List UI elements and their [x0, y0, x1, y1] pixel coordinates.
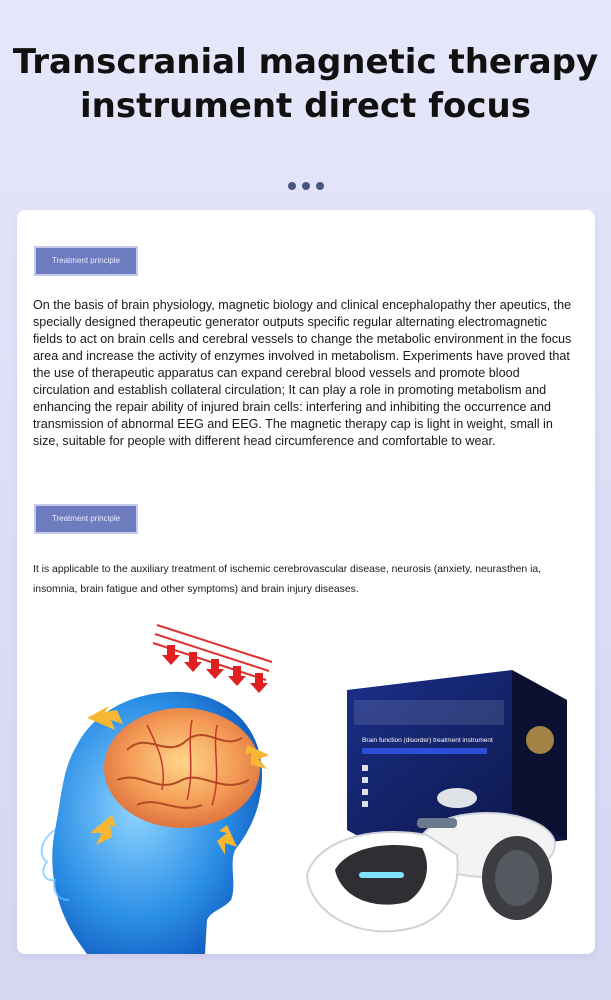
treatment-principle-badge-1: Treatment principle — [34, 246, 138, 276]
illustration — [17, 610, 595, 954]
title-line-1: Transcranial magnetic therapy — [12, 42, 599, 82]
principle-paragraph: On the basis of brain physiology, magnetic biology and clinical encephalopathy ther apeutics, the specially designed therapeutic generator outputs specific regular alternating electromagnetic fields to act on brain cells and cerebral vessels to change the metabolic environment in the focus area and increase the activity of enzymes involved in metabolism. Experiments have proved that the use of therapeutic apparatus can expand cerebral blood vessels and promote blood circulation and establish collateral circulation; It can play a role in promoting metabolism and enhancing the repair ability of injured brain cells: interfering and inhibiting the occurrence and transmission of abnormal EEG and EEG. The magnetic therapy cap is light in weight, small in size, suitable for people with different head circumference and comfortable to wear. — [33, 298, 572, 448]
treatment-principle-badge-2: Treatment principle — [34, 504, 138, 534]
dot-3[interactable] — [316, 182, 324, 190]
dot-1[interactable] — [288, 182, 296, 190]
product-box-label: Brain function (disorder) treatment instrument — [362, 737, 493, 744]
dot-2[interactable] — [302, 182, 310, 190]
magnetic-field-icon — [153, 625, 272, 693]
indication-paragraph: It is applicable to the auxiliary treatment of ischemic cerebrovascular disease, neurosis (anxiety, neurasthen ia, insomnia, brain fatigue and other symptoms) and brain injury diseases. — [33, 564, 542, 595]
title-line-2: instrument direct focus — [80, 86, 531, 126]
content-card — [17, 210, 595, 954]
carousel-dots[interactable] — [0, 177, 611, 195]
page-title — [0, 40, 611, 128]
brain-icon — [104, 708, 260, 828]
